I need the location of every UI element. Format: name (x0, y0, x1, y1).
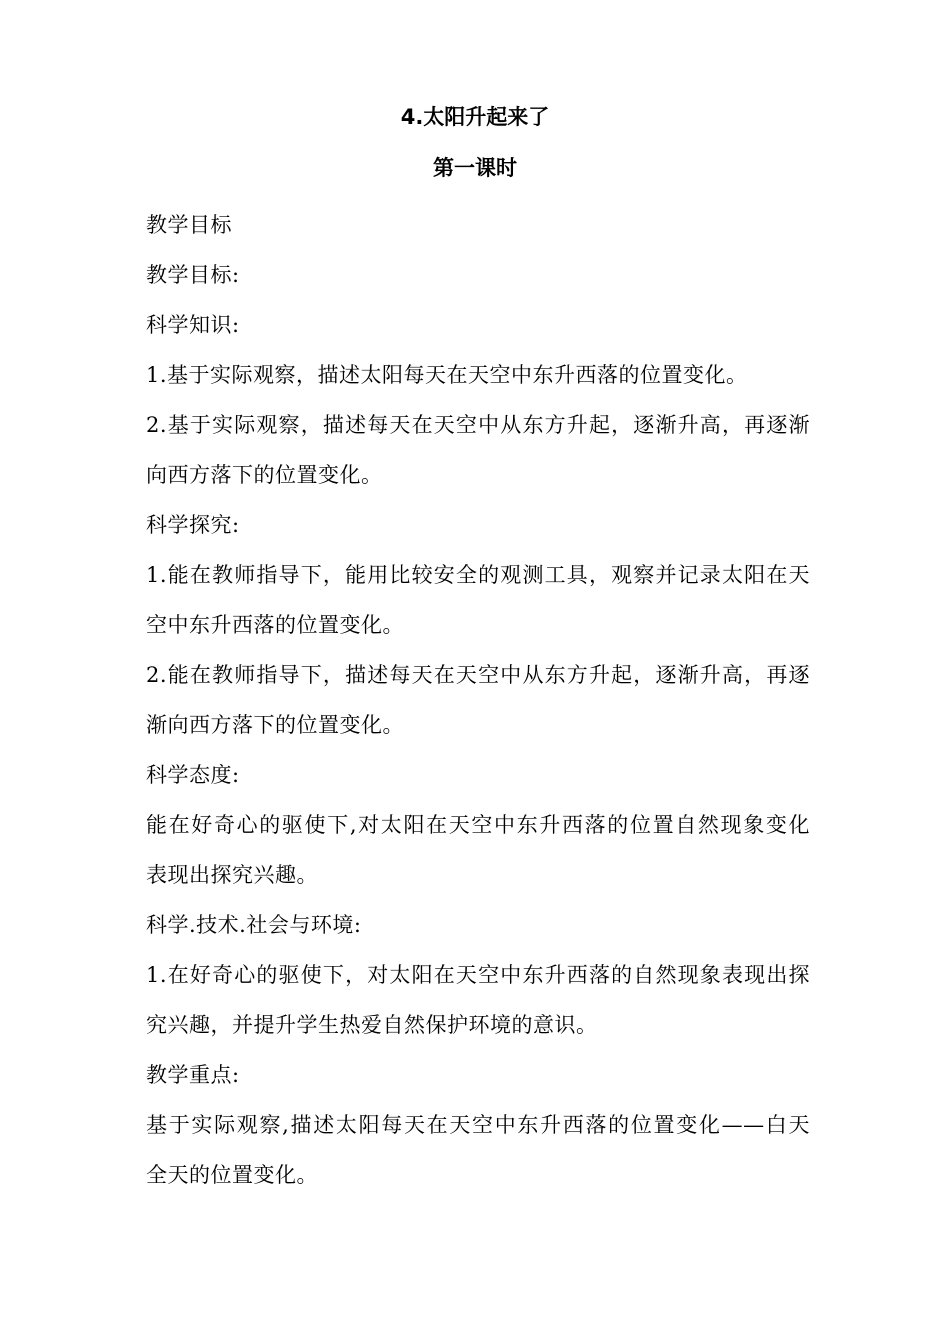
paragraph-line: 1.在好奇心的驱使下，对太阳在天空中东升西落的自然现象表现出探 (146, 963, 810, 987)
heading-teaching-goals-colon: 教学目标: (146, 263, 240, 287)
document-body (146, 200, 810, 1200)
heading-science-attitude: 科学态度: (146, 763, 240, 787)
paragraph-line: 全天的位置变化。 (146, 1163, 318, 1187)
heading-teaching-focus: 教学重点: (146, 1063, 240, 1087)
paragraph-line: 2.能在教师指导下，描述每天在天空中从东方升起，逐渐升高，再逐 (146, 663, 810, 687)
document-title: 4.太阳升起来了 (400, 105, 550, 129)
heading-sts-environment: 科学.技术.社会与环境: (146, 913, 362, 937)
paragraph-line: 究兴趣，并提升学生热爱自然保护环境的意识。 (146, 1013, 598, 1037)
document-subtitle: 第一课时 (433, 156, 517, 180)
paragraph-line: 向西方落下的位置变化。 (146, 463, 383, 487)
paragraph-line: 空中东升西落的位置变化。 (146, 613, 404, 637)
paragraph-line: 表现出探究兴趣。 (146, 863, 318, 887)
heading-science-inquiry: 科学探究: (146, 513, 240, 537)
paragraph-line: 基于实际观察,描述太阳每天在天空中东升西落的位置变化——白天 (146, 1113, 810, 1137)
paragraph-line: 2.基于实际观察，描述每天在天空中从东方升起，逐渐升高，再逐渐 (146, 413, 810, 437)
paragraph-line: 能在好奇心的驱使下,对太阳在天空中东升西落的位置自然现象变化 (146, 813, 810, 837)
paragraph-line: 1.基于实际观察，描述太阳每天在天空中东升西落的位置变化。 (146, 363, 748, 387)
heading-science-knowledge: 科学知识: (146, 313, 240, 337)
paragraph-line: 渐向西方落下的位置变化。 (146, 713, 404, 737)
paragraph-line: 1.能在教师指导下，能用比较安全的观测工具，观察并记录太阳在天 (146, 563, 810, 587)
heading-teaching-goals: 教学目标 (146, 213, 232, 237)
